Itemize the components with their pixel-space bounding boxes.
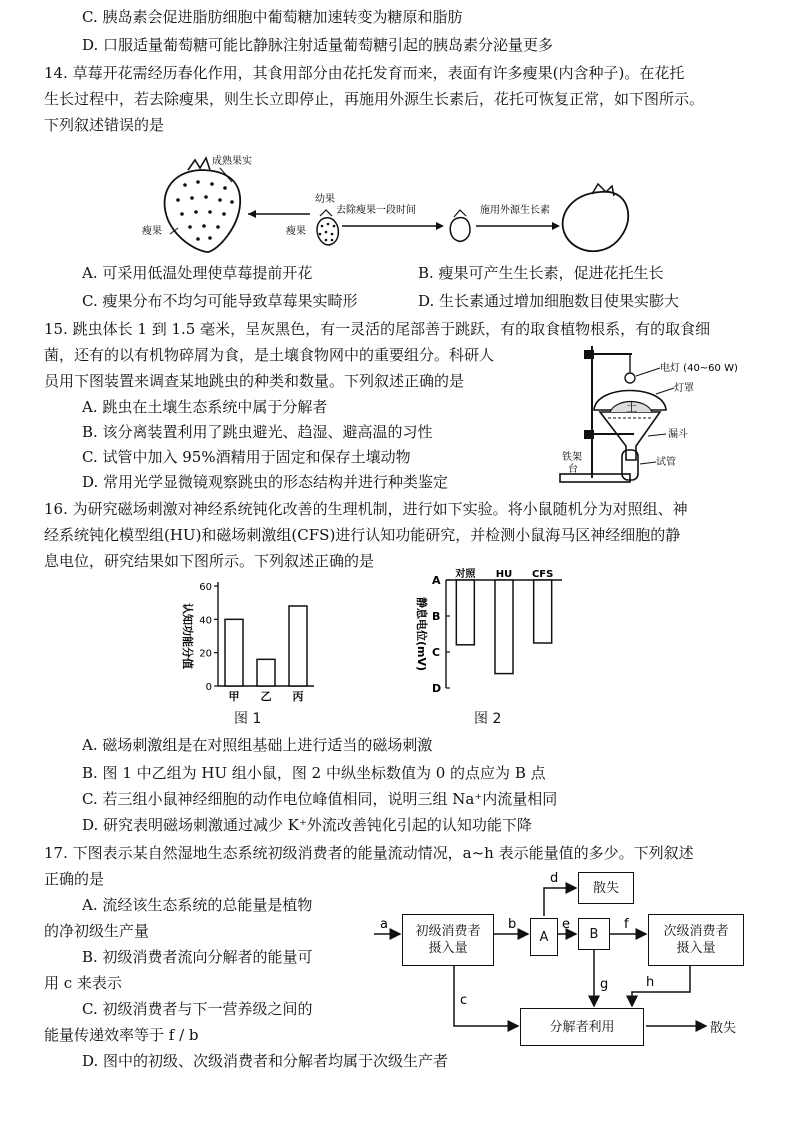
q16-stem-line2: 经系统钝化模型组(HU)和磁场刺激组(CFS)进行认知功能研究，并检测小鼠海马区神经细胞的静: [44, 526, 681, 544]
label-apply-auxin: 施用外源生长素: [480, 205, 550, 216]
q16-figure2-bar-chart[interactable]: [400, 568, 580, 698]
lost-top-box: [578, 872, 634, 904]
fig2-category-label: CFS: [531, 569, 554, 580]
fig1-y-tick-label: 60: [199, 582, 212, 593]
fig1-x-tick-label: 丙: [292, 690, 304, 703]
mature-strawberry-icon: [165, 158, 241, 252]
restored-strawberry-icon: [563, 184, 629, 251]
q15-option-a: A. 跳虫在土壤生态系统中属于分解者: [82, 398, 328, 416]
label-shade: 灯罩: [674, 383, 694, 394]
fig2-bar-HU: [495, 580, 513, 674]
lost-top-label: 散失: [592, 880, 619, 896]
q17-stem-line2: 正确的是: [44, 870, 105, 888]
q16-option-c: C. 若三组小鼠神经细胞的动作电位峰值相同，说明三组 Na⁺内流量相同: [82, 790, 558, 808]
fig1-y-axis-label: 认知功能分值: [181, 603, 194, 669]
q17-option-b-line2: 用 c 来表示: [44, 974, 122, 992]
fig1-y-tick-label: 0: [205, 682, 212, 693]
q17-option-c-line2: 能量传递效率等于 f / b: [44, 1026, 199, 1044]
q17-stem-line1: 17. 下图表示某自然湿地生态系统初级消费者的能量流动情况，a~h 表示能量值的多少。下列叙述: [44, 844, 694, 862]
flow-label-e: e: [562, 917, 570, 932]
fig2-y-axis-label: 静息电位(mV): [415, 596, 428, 672]
q16-option-a: A. 磁场刺激组是在对照组基础上进行适当的磁场刺激: [82, 736, 433, 754]
q16-figure1-bar-chart[interactable]: [170, 574, 330, 704]
label-tube: 试管: [656, 457, 676, 468]
fig1-caption: 图 1: [234, 711, 262, 727]
label-young-fruit: 幼果: [315, 194, 335, 205]
box-a: [530, 918, 558, 956]
label-soil: 土: [626, 401, 637, 414]
small-receptacle-icon: [450, 210, 470, 241]
fig1-bar-乙: [257, 659, 275, 686]
q14-option-c: C. 瘦果分布不均匀可能导致草莓果实畸形: [82, 292, 358, 310]
label-stand: 铁架: [562, 452, 582, 463]
flow-label-c: c: [460, 993, 468, 1008]
q13-option-c: C. 胰岛素会促进脂肪细胞中葡萄糖加速转变为糖原和脂肪: [82, 8, 463, 26]
label-achene-left: 瘦果: [142, 226, 162, 237]
fig2-bar-CFS: [534, 580, 552, 643]
flow-label-h: h: [646, 975, 655, 990]
flow-label-b: b: [508, 917, 517, 932]
q15-option-c: C. 试管中加入 95%酒精用于固定和保存土壤动物: [82, 448, 411, 466]
q15-apparatus-figure: [556, 338, 766, 484]
q14-strawberry-figure: [140, 150, 660, 260]
fig2-caption: 图 2: [474, 711, 502, 727]
q17-option-a-line2: 的净初级生产量: [44, 922, 150, 940]
label-achene-mid: 瘦果: [286, 226, 306, 237]
q14-stem-line2: 生长过程中，若去除瘦果，则生长立即停止，再施用外源生长素后，花托可恢复正常，如下图所示。: [44, 90, 705, 108]
fig2-level-label: C: [432, 646, 441, 659]
fig1-y-tick-label: 40: [199, 615, 212, 627]
flow-label-f: f: [624, 917, 629, 932]
decomposer-box: [520, 1008, 644, 1046]
lost-right-label: 散失: [710, 1021, 737, 1036]
box-a-label: A: [539, 929, 549, 945]
label-mature-fruit: 成熟果实: [212, 156, 252, 167]
fig1-bar-丙: [289, 606, 307, 686]
fig1-bar-甲: [225, 619, 243, 686]
label-funnel: 漏斗: [668, 429, 688, 440]
q16-option-b: B. 图 1 中乙组为 HU 组小鼠，图 2 中纵坐标数值为 0 的点应为 B 点: [82, 764, 546, 782]
label-lamp: 电灯 (40~60 W): [660, 363, 738, 374]
box-b: [578, 918, 610, 950]
fig2-level-label: B: [432, 610, 441, 623]
fig1-y-tick-label: 20: [199, 648, 212, 660]
q17-option-c-line1: C. 初级消费者与下一营养级之间的: [82, 1000, 313, 1018]
q13-option-d: D. 口服适量葡萄糖可能比静脉注射适量葡萄糖引起的胰岛素分泌量更多: [82, 36, 554, 54]
fig2-bar-对照: [456, 580, 474, 645]
fig2-category-label: HU: [495, 569, 513, 580]
primary-consumer-line2: 摄入量: [428, 941, 468, 956]
fig1-x-tick-label: 甲: [228, 690, 240, 703]
q16-stem-line1: 16. 为研究磁场刺激对神经系统钝化改善的生理机制，进行如下实验。将小鼠随机分为对照组、神: [44, 500, 688, 518]
q16-option-d: D. 研究表明磁场刺激通过减少 K⁺外流改善钝化引起的认知功能下降: [82, 816, 532, 834]
fig2-category-label: 对照: [455, 569, 476, 580]
flow-label-g: g: [600, 977, 609, 992]
q15-stem-line2: 菌，还有的以有机物碎屑为食，是土壤食物网中的重要组分。科研人: [44, 346, 495, 364]
secondary-consumer-line1: 次级消费者: [663, 924, 729, 939]
label-stand-2: 台: [568, 464, 578, 475]
label-remove-achenes: 去除瘦果一段时间: [336, 205, 416, 216]
q14-option-b: B. 瘦果可产生生长素，促进花托生长: [418, 264, 664, 282]
primary-consumer-intake-box: [402, 914, 494, 966]
q16-stem-line3: 息电位，研究结果如下图所示。下列叙述正确的是: [44, 552, 375, 570]
q14-stem-line1: 14. 草莓开花需经历春化作用，其食用部分由花托发育而来，表面有许多瘦果(内含种子)。在花托: [44, 64, 685, 82]
flow-label-d: d: [550, 871, 559, 886]
q17-option-d: D. 图中的初级、次级消费者和分解者均属于次级生产者: [82, 1052, 449, 1070]
q14-stem-line3: 下列叙述错误的是: [44, 116, 165, 134]
secondary-consumer-intake-box: [648, 914, 744, 966]
decomposer-label: 分解者利用: [549, 1019, 615, 1035]
secondary-consumer-line2: 摄入量: [676, 941, 716, 956]
fig2-level-label: A: [432, 574, 441, 587]
q15-option-d: D. 常用光学显微镜观察跳虫的形态结构并进行种类鉴定: [82, 473, 449, 491]
box-b-label: B: [589, 926, 599, 942]
q14-option-a: A. 可采用低温处理使草莓提前开花: [82, 264, 313, 282]
q17-option-a-line1: A. 流经该生态系统的总能量是植物: [82, 896, 313, 914]
primary-consumer-line1: 初级消费者: [415, 924, 481, 939]
q15-stem-line3: 员用下图装置来调查某地跳虫的种类和数量。下列叙述正确的是: [44, 372, 465, 390]
flow-label-a: a: [380, 917, 388, 932]
fig1-x-tick-label: 乙: [260, 690, 272, 703]
q14-option-d: D. 生长素通过增加细胞数目使果实膨大: [418, 292, 680, 310]
q15-stem-line1: 15. 跳虫体长 1 到 1.5 毫米，呈灰黑色，有一灵活的尾部善于跳跃，有的取食植物根系，有的取食细: [44, 320, 711, 338]
q15-option-b: B. 该分离装置利用了跳虫避光、趋湿、避高温的习性: [82, 423, 433, 441]
lamp-bulb-icon: [625, 373, 635, 383]
fig2-level-label: D: [432, 682, 442, 695]
q17-option-b-line1: B. 初级消费者流向分解者的能量可: [82, 948, 313, 966]
